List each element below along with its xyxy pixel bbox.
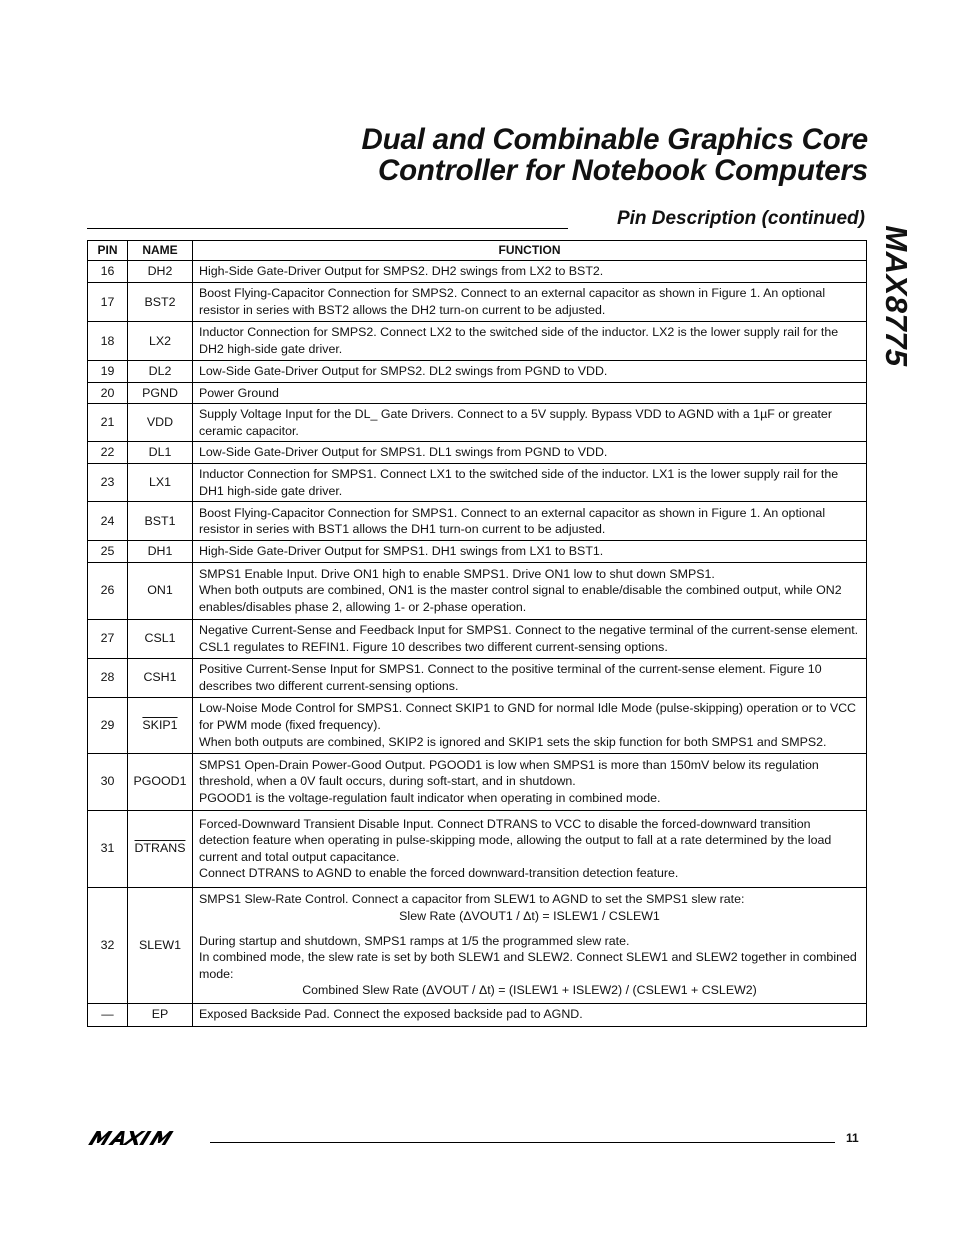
pin-function: SMPS1 Enable Input. Drive ON1 high to enable SMPS1. Drive ON1 low to shut down SMPS1. When both outputs are combined, ON1 is the master control signal to enable/disable the combined output, while ON2 enables/disables phase 2, allowing 1- or 2-phase operation. [193, 562, 867, 619]
table-row [88, 887, 867, 1003]
title-line-1: Dual and Combinable Graphics Core [361, 123, 868, 156]
pin-name: PGND [128, 382, 193, 404]
table-header-row [88, 241, 867, 261]
table-row [88, 619, 867, 658]
pin-function: Low-Side Gate-Driver Output for SMPS1. DL1 swings from PGND to VDD. [193, 442, 867, 464]
header-pin: PIN [88, 241, 128, 261]
pin-name: CSH1 [128, 658, 193, 697]
pin-number: 17 [88, 283, 128, 322]
pin-number: 25 [88, 541, 128, 563]
combined-slew-rate-equation: Combined Slew Rate (ΔVOUT / Δt) = (ISLEW1 + ISLEW2) / (CSLEW1 + CSLEW2) [302, 983, 757, 998]
page-title [362, 124, 868, 186]
pin-function: Positive Current-Sense Input for SMPS1. Connect to the positive terminal of the current-sense element. Figure 10 describes two different current-sensing options. [193, 658, 867, 697]
pin-function: Inductor Connection for SMPS1. Connect LX1 to the switched side of the inductor. LX1 is the lower supply rail for the DH1 high-side gate driver. [193, 463, 867, 501]
pin-function: Negative Current-Sense and Feedback Input for SMPS1. Connect to the negative terminal of the current-sense element. CSL1 regulates to REFIN1. Figure 10 describes two different current-sensing options. [193, 619, 867, 658]
pin-function: Inductor Connection for SMPS2. Connect LX2 to the switched side of the inductor. LX2 is the lower supply rail for the DH2 high-side gate driver. [193, 322, 867, 361]
pin-number: 21 [88, 404, 128, 442]
pin-function: Exposed Backside Pad. Connect the exposed backside pad to AGND. [193, 1003, 867, 1026]
pin-name [128, 697, 193, 753]
pin-function: Boost Flying-Capacitor Connection for SMPS2. Connect to an external capacitor as shown in Figure 1. An optional resistor in series with BST2 allows the DH2 turn-on current to be adjusted. [193, 283, 867, 322]
table-row [88, 810, 867, 887]
table-row [88, 697, 867, 753]
pin-function: High-Side Gate-Driver Output for SMPS2. DH2 swings from LX2 to BST2. [193, 261, 867, 283]
pin-function: Boost Flying-Capacitor Connection for SMPS1. Connect to an external capacitor as shown in Figure 1. An optional resistor in series with BST1 allows the DH1 turn-on current to be adjusted. [193, 502, 867, 541]
pin-name [128, 810, 193, 887]
table-row [88, 753, 867, 810]
pin-name: DL1 [128, 442, 193, 464]
pin-number: 32 [88, 887, 128, 1003]
pin-number: 22 [88, 442, 128, 464]
spacer [199, 925, 860, 933]
pin-number: 16 [88, 261, 128, 283]
pin-name: LX1 [128, 463, 193, 501]
table-row [88, 361, 867, 383]
section-rule [87, 228, 568, 229]
pin-number: 27 [88, 619, 128, 658]
pin-number: 18 [88, 322, 128, 361]
pin-function: High-Side Gate-Driver Output for SMPS1. DH1 swings from LX1 to BST1. [193, 541, 867, 563]
table-row [88, 562, 867, 619]
pin-name: DH1 [128, 541, 193, 563]
pin-number: 28 [88, 658, 128, 697]
table-row [88, 442, 867, 464]
pin-function: SMPS1 Open-Drain Power-Good Output. PGOOD1 is low when SMPS1 is more than 150mV below its regulation threshold, when a 0V fault occurs, during soft-start, and in shutdown. PGOOD1 is the voltage-regulation fault indicator when operating in combined mode. [193, 753, 867, 810]
table-row [88, 322, 867, 361]
pin-name: VDD [128, 404, 193, 442]
pin-name: DH2 [128, 261, 193, 283]
pin-name: DL2 [128, 361, 193, 383]
pin-number: 26 [88, 562, 128, 619]
pin-name: PGOOD1 [128, 753, 193, 810]
table-row [88, 261, 867, 283]
pin-number: 31 [88, 810, 128, 887]
table-row [88, 658, 867, 697]
section-title: Pin Description (continued) [616, 208, 865, 229]
pin-name: ON1 [128, 562, 193, 619]
table-row [88, 283, 867, 322]
table-row [88, 463, 867, 501]
pin-name: LX2 [128, 322, 193, 361]
page-number: 11 [846, 1131, 859, 1145]
pin-function: Low-Noise Mode Control for SMPS1. Connect SKIP1 to GND for normal Idle Mode (pulse-skipping) operation or to VCC for PWM mode (fixed frequency). When both outputs are combined, SKIP2 is ignored and SKIP1 sets the skip function for both SMPS1 and SMPS2. [193, 697, 867, 753]
maxim-logo [88, 1130, 200, 1151]
pin-function: Forced-Downward Transient Disable Input. Connect DTRANS to VCC to disable the forced-downward transition detection feature when operating in pulse-skipping mode, allowing the output to fall at a rate determined by the load current and total output capacitance. Connect DTRANS to AGND to enable the forced downward-transition detection feature. [193, 810, 867, 887]
pin-description-table [87, 240, 867, 1027]
pin-number: 19 [88, 361, 128, 383]
part-number-label: MAX8775 [879, 225, 914, 367]
pin-function: SMPS1 Slew-Rate Control. Connect a capacitor from SLEW1 to AGND to set the SMPS1 slew rate: Slew Rate (ΔVOUT1 / Δt) = ISLEW1 / CSLEW1 During startup and shutdown, SMPS1 ramps at 1/5 the programmed slew rate. In combined mode, the slew rate is set by both SLEW1 and SLEW2. Connect SLEW1 and SLEW2 together in combined mode: Combined Slew Rate (ΔVOUT / Δt) = (ISLEW1 + ISLEW2) / (CSLEW1 + CSLEW2) [193, 887, 867, 1003]
table-row [88, 502, 867, 541]
table-row [88, 404, 867, 442]
pin-number: — [88, 1003, 128, 1026]
side-part-number [868, 216, 924, 376]
pin-number: 30 [88, 753, 128, 810]
header-function: FUNCTION [193, 241, 867, 261]
pin-number: 23 [88, 463, 128, 501]
pin-name: EP [128, 1003, 193, 1026]
table-row [88, 1003, 867, 1026]
pin-name: SLEW1 [128, 887, 193, 1003]
footer-rule [210, 1142, 835, 1143]
pin-name-overlined: DTRANS [134, 841, 186, 856]
pin-name: CSL1 [128, 619, 193, 658]
table-row [88, 541, 867, 563]
title-line-2: Controller for Notebook Computers [378, 154, 868, 187]
pin-number: 29 [88, 697, 128, 753]
slew-rate-equation: Slew Rate (ΔVOUT1 / Δt) = ISLEW1 / CSLEW1 [399, 909, 660, 924]
header-name: NAME [128, 241, 193, 261]
pin-name: BST2 [128, 283, 193, 322]
pin-name-overlined: SKIP1 [142, 717, 178, 732]
pin-name: BST1 [128, 502, 193, 541]
pin-number: 24 [88, 502, 128, 541]
pin-number: 20 [88, 382, 128, 404]
pin-function: Supply Voltage Input for the DL_ Gate Drivers. Connect to a 5V supply. Bypass VDD to AGND with a 1µF or greater ceramic capacitor. [193, 404, 867, 442]
table-row [88, 382, 867, 404]
pin-function: Low-Side Gate-Driver Output for SMPS2. DL2 swings from PGND to VDD. [193, 361, 867, 383]
pin-function: Power Ground [193, 382, 867, 404]
